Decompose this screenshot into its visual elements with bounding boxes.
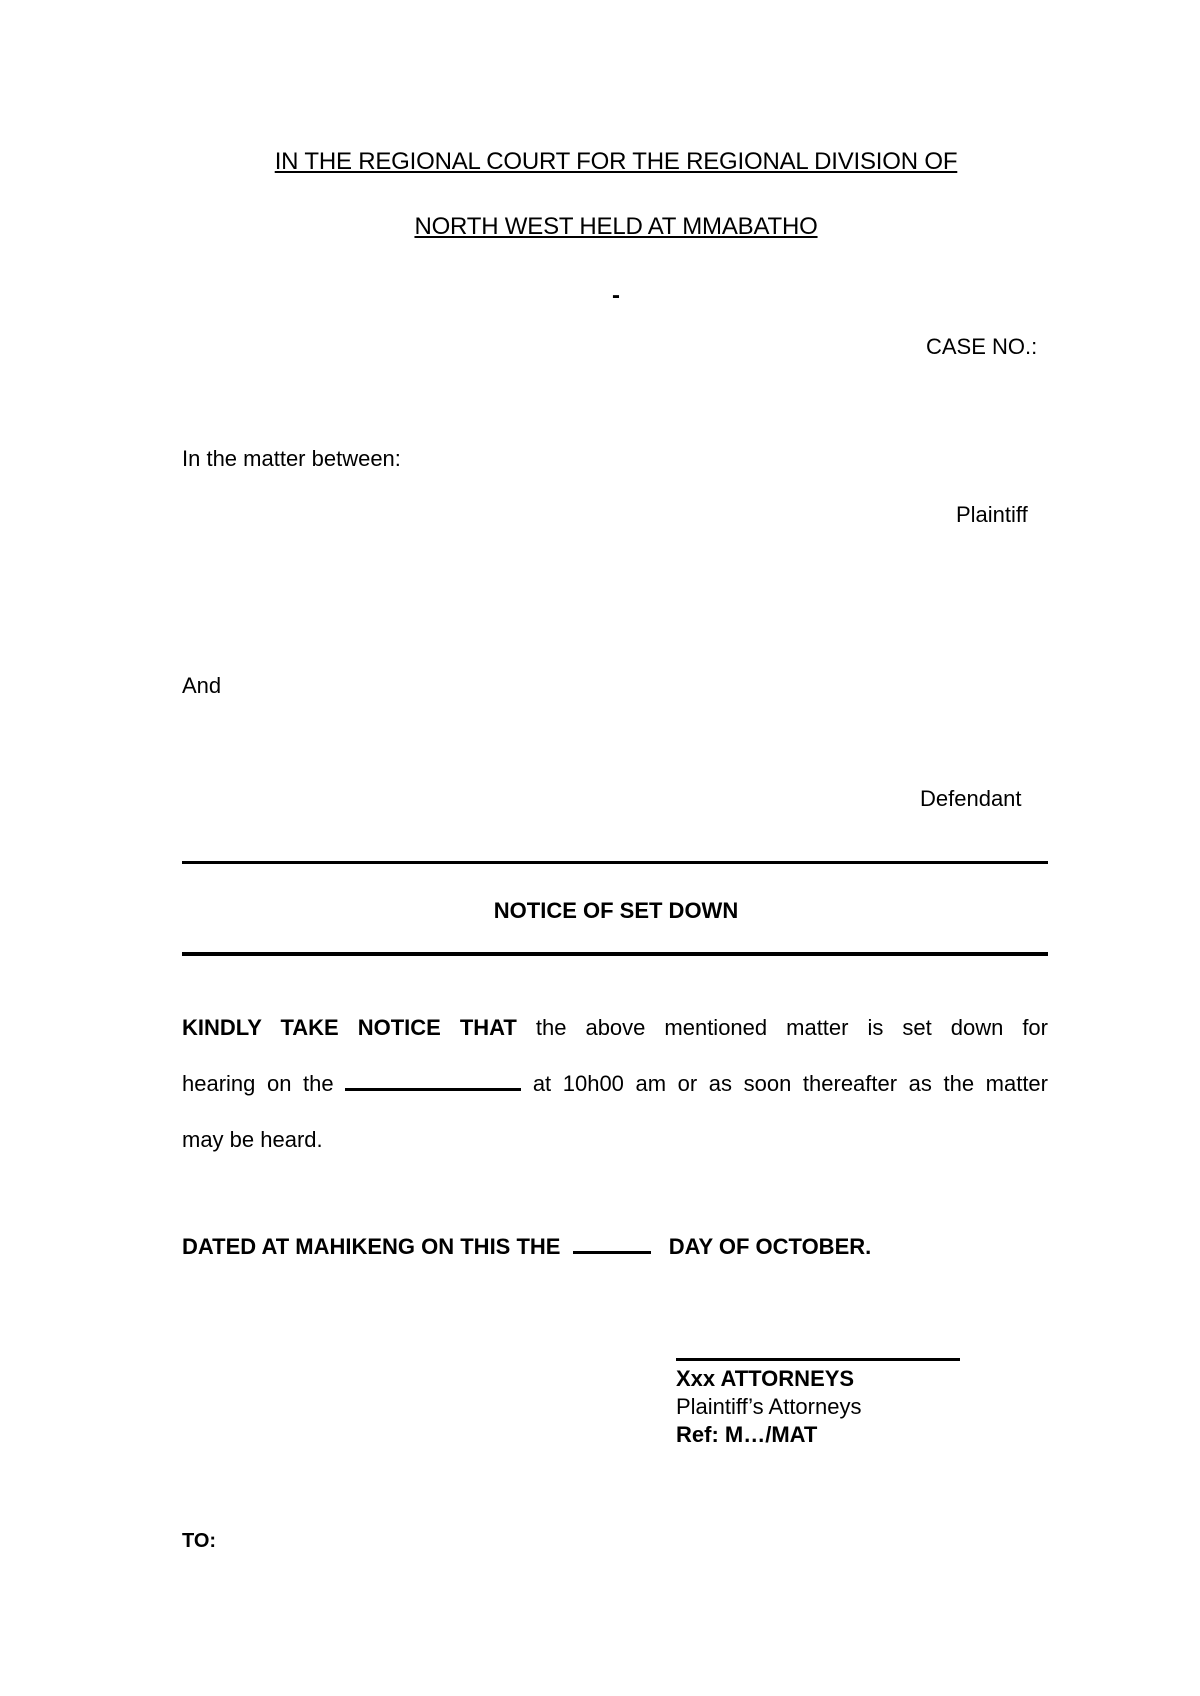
matter-between-label: In the matter between: xyxy=(182,446,401,471)
heading-dash: - xyxy=(612,282,620,309)
body-line-1 xyxy=(182,1000,1048,1056)
dated-text-start: DATED AT MAHIKENG ON THIS THE xyxy=(182,1234,561,1259)
dated-line xyxy=(182,1233,871,1260)
attorneys-role: Plaintiff’s Attorneys xyxy=(676,1394,862,1419)
to-label: TO: xyxy=(182,1530,217,1552)
hearing-date-blank xyxy=(345,1070,521,1091)
attorneys-reference: Ref: M…/MAT xyxy=(676,1422,818,1447)
body-line-3: may be heard. xyxy=(182,1127,323,1152)
case-number-label: CASE NO.: xyxy=(926,334,1038,359)
and-label: And xyxy=(182,673,222,698)
hearing-time-text: at 10h00 am or as soon thereafter as the matter xyxy=(532,1071,1048,1096)
signature-line xyxy=(676,1358,960,1361)
kindly-take-notice: KINDLY TAKE NOTICE THAT xyxy=(182,1015,517,1040)
court-heading-line1: IN THE REGIONAL COURT FOR THE REGIONAL DIVISION OF xyxy=(274,148,958,175)
notice-body xyxy=(182,1000,1048,1168)
body-line-2 xyxy=(182,1056,1048,1112)
body-line-1-text: the above mentioned matter is set down for xyxy=(535,1015,1048,1040)
plaintiff-label: Plaintiff xyxy=(956,502,1028,527)
top-divider xyxy=(182,861,1048,864)
bottom-divider xyxy=(182,952,1048,956)
notice-title: NOTICE OF SET DOWN xyxy=(493,898,739,923)
attorneys-name: Xxx ATTORNEYS xyxy=(676,1366,855,1391)
hearing-on-text: hearing on the xyxy=(182,1071,334,1096)
day-blank xyxy=(573,1233,651,1254)
defendant-label: Defendant xyxy=(920,786,1022,811)
dated-text-end: DAY OF OCTOBER. xyxy=(668,1234,872,1259)
court-heading-line2: NORTH WEST HELD AT MMABATHO xyxy=(414,213,818,240)
